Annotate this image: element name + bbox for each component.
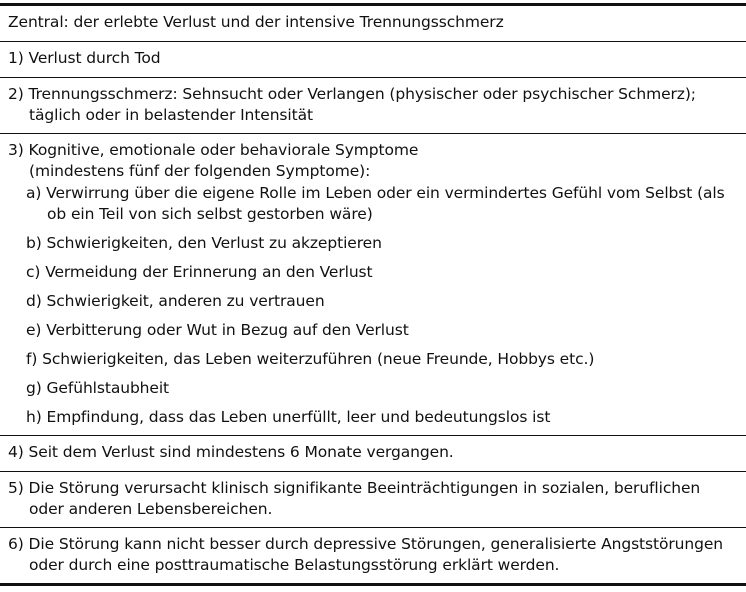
criterion-row-1 bbox=[0, 42, 746, 78]
criterion-4-text: 4) Seit dem Verlust sind mindestens 6 Monate vergangen. bbox=[8, 443, 454, 461]
symptom-item-h: h) Empfindung, dass das Leben unerfüllt, leer und bedeutungslos ist bbox=[26, 408, 551, 426]
symptom-item-e: e) Verbitterung oder Wut in Bezug auf den Verlust bbox=[26, 321, 409, 339]
criterion-row-6 bbox=[0, 528, 746, 583]
symptom-item-c: c) Vermeidung der Erinnerung an den Verlust bbox=[26, 263, 373, 281]
table-header-row bbox=[0, 6, 746, 42]
symptom-list bbox=[8, 183, 738, 428]
symptom-item-b: b) Schwierigkeiten, den Verlust zu akzeptieren bbox=[26, 234, 382, 252]
symptom-item-f: f) Schwierigkeiten, das Leben weiterzuführen (neue Freunde, Hobbys etc.) bbox=[26, 350, 595, 368]
criterion-2-text: 2) Trennungsschmerz: Sehnsucht oder Verlangen (physischer oder psychischer Schmerz); täglich oder in belastender Intensität bbox=[8, 85, 696, 124]
criterion-row-2 bbox=[0, 78, 746, 134]
criterion-row-5 bbox=[0, 472, 746, 528]
symptom-item-d: d) Schwierigkeit, anderen zu vertrauen bbox=[26, 292, 325, 310]
criterion-row-3 bbox=[0, 134, 746, 436]
symptom-item-a: a) Verwirrung über die eigene Rolle im Leben oder ein vermindertes Gefühl vom Selbst (als ob ein Teil von sich selbst gestorben wäre) bbox=[26, 184, 725, 223]
criterion-5-text: 5) Die Störung verursacht klinisch signifikante Beeinträchtigungen in sozialen, beruflichen oder anderen Lebensbereichen. bbox=[8, 479, 701, 518]
criterion-3-title: 3) Kognitive, emotionale oder behaviorale Symptome bbox=[8, 141, 419, 159]
criteria-table bbox=[0, 3, 746, 586]
criterion-6-text: 6) Die Störung kann nicht besser durch depressive Störungen, generalisierte Angststörungen oder durch eine posttraumatische Belastungsstörung erklärt werden. bbox=[8, 535, 723, 574]
symptom-item-g: g) Gefühlstaubheit bbox=[26, 379, 170, 397]
table-header: Zentral: der erlebte Verlust und der intensive Trennungsschmerz bbox=[8, 13, 504, 31]
criterion-1-text: 1) Verlust durch Tod bbox=[8, 49, 161, 67]
criterion-3-subtitle: (mindestens fünf der folgenden Symptome): bbox=[29, 162, 371, 180]
criterion-row-4 bbox=[0, 436, 746, 472]
